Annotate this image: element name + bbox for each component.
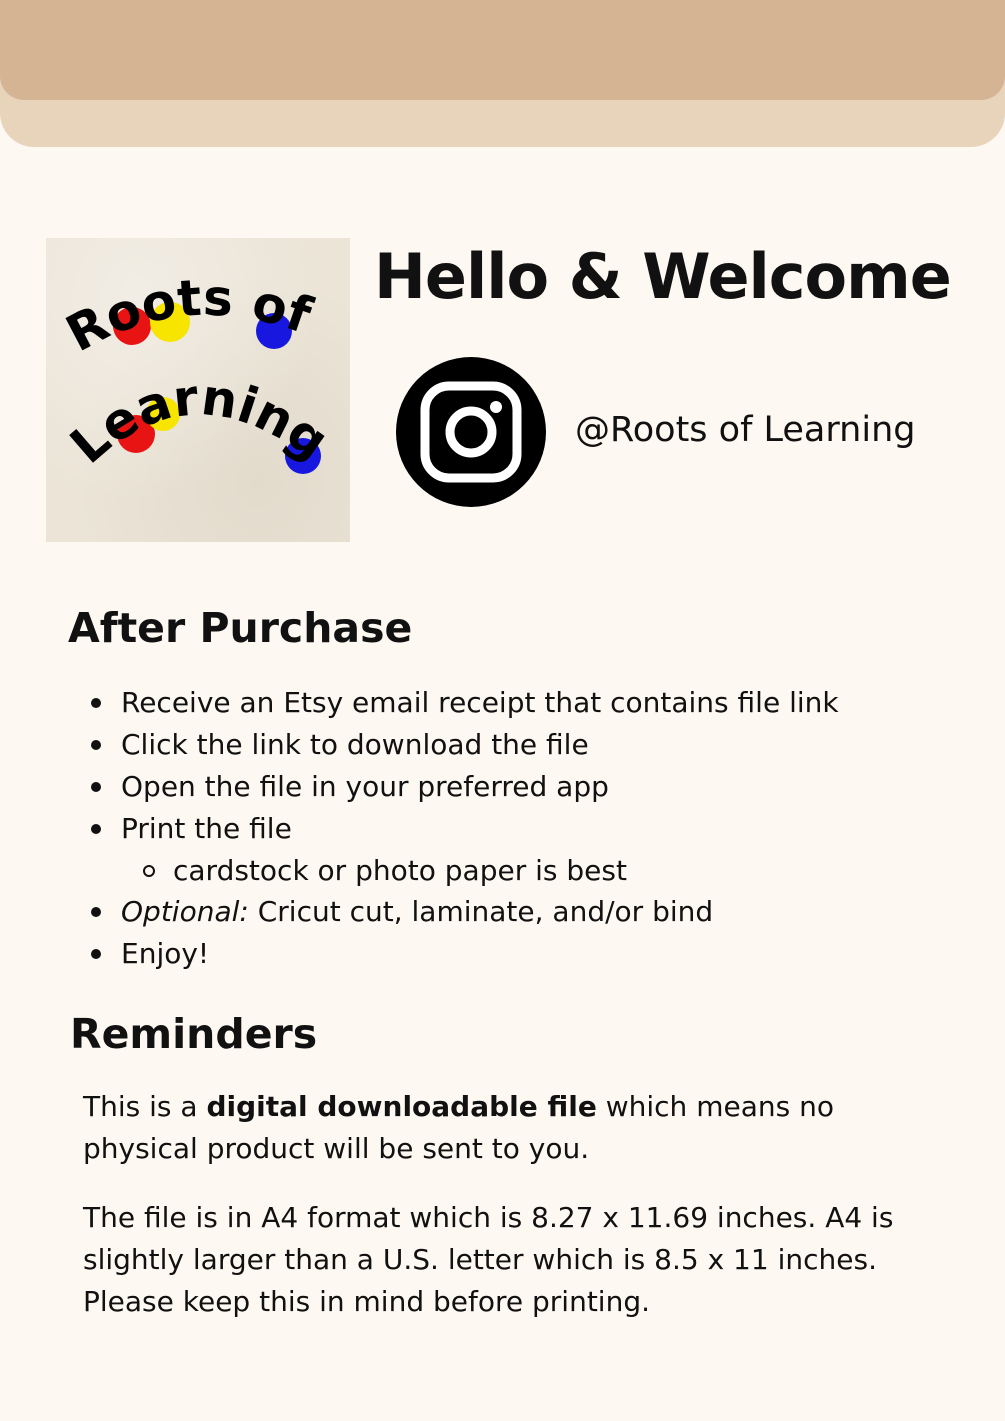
sub-list-item: cardstock or photo paper is best [173,854,627,887]
list-item: Enjoy! [121,937,210,970]
logo-text-top: Roots of [56,268,319,364]
page-title: Hello & Welcome [374,240,951,313]
instagram-icon [396,357,546,507]
optional-label: Optional: [121,895,249,928]
bullet-dot [91,782,101,792]
bullet-dot [91,907,101,917]
bullet-dot [91,949,101,959]
list-item-optional [121,895,714,928]
header-band-front [0,0,1005,100]
after-purchase-heading: After Purchase [68,604,413,652]
reminders-heading: Reminders [70,1010,318,1058]
logo-text-bottom: Learning [59,367,339,475]
bullet-dot [91,824,101,834]
sub-bullet-circle [143,865,155,877]
list-item: Click the link to download the file [121,728,589,761]
bullet-dot [91,740,101,750]
list-item: Print the file [121,812,292,845]
roots-of-learning-logo [46,238,350,542]
list-item: Open the file in your preferred app [121,770,609,803]
reminder-p1-prefix: This is a [83,1090,207,1123]
bullet-dot [91,698,101,708]
reminder-p1-bold: digital downloadable file [206,1090,597,1123]
social-handle: @Roots of Learning [575,410,916,450]
list-item: Receive an Etsy email receipt that contains file link [121,686,839,719]
reminder-p1-suffix: which means no physical product will be sent to you. [83,1090,834,1165]
reminder-paragraph-digital [83,1086,933,1170]
optional-text: Cricut cut, laminate, and/or bind [248,895,714,928]
reminder-paragraph-format: The file is in A4 format which is 8.27 x 11.69 inches. A4 is slightly larger than a U.S. letter which is 8.5 x 11 inches. Please keep this in mind before printing. [83,1201,894,1318]
